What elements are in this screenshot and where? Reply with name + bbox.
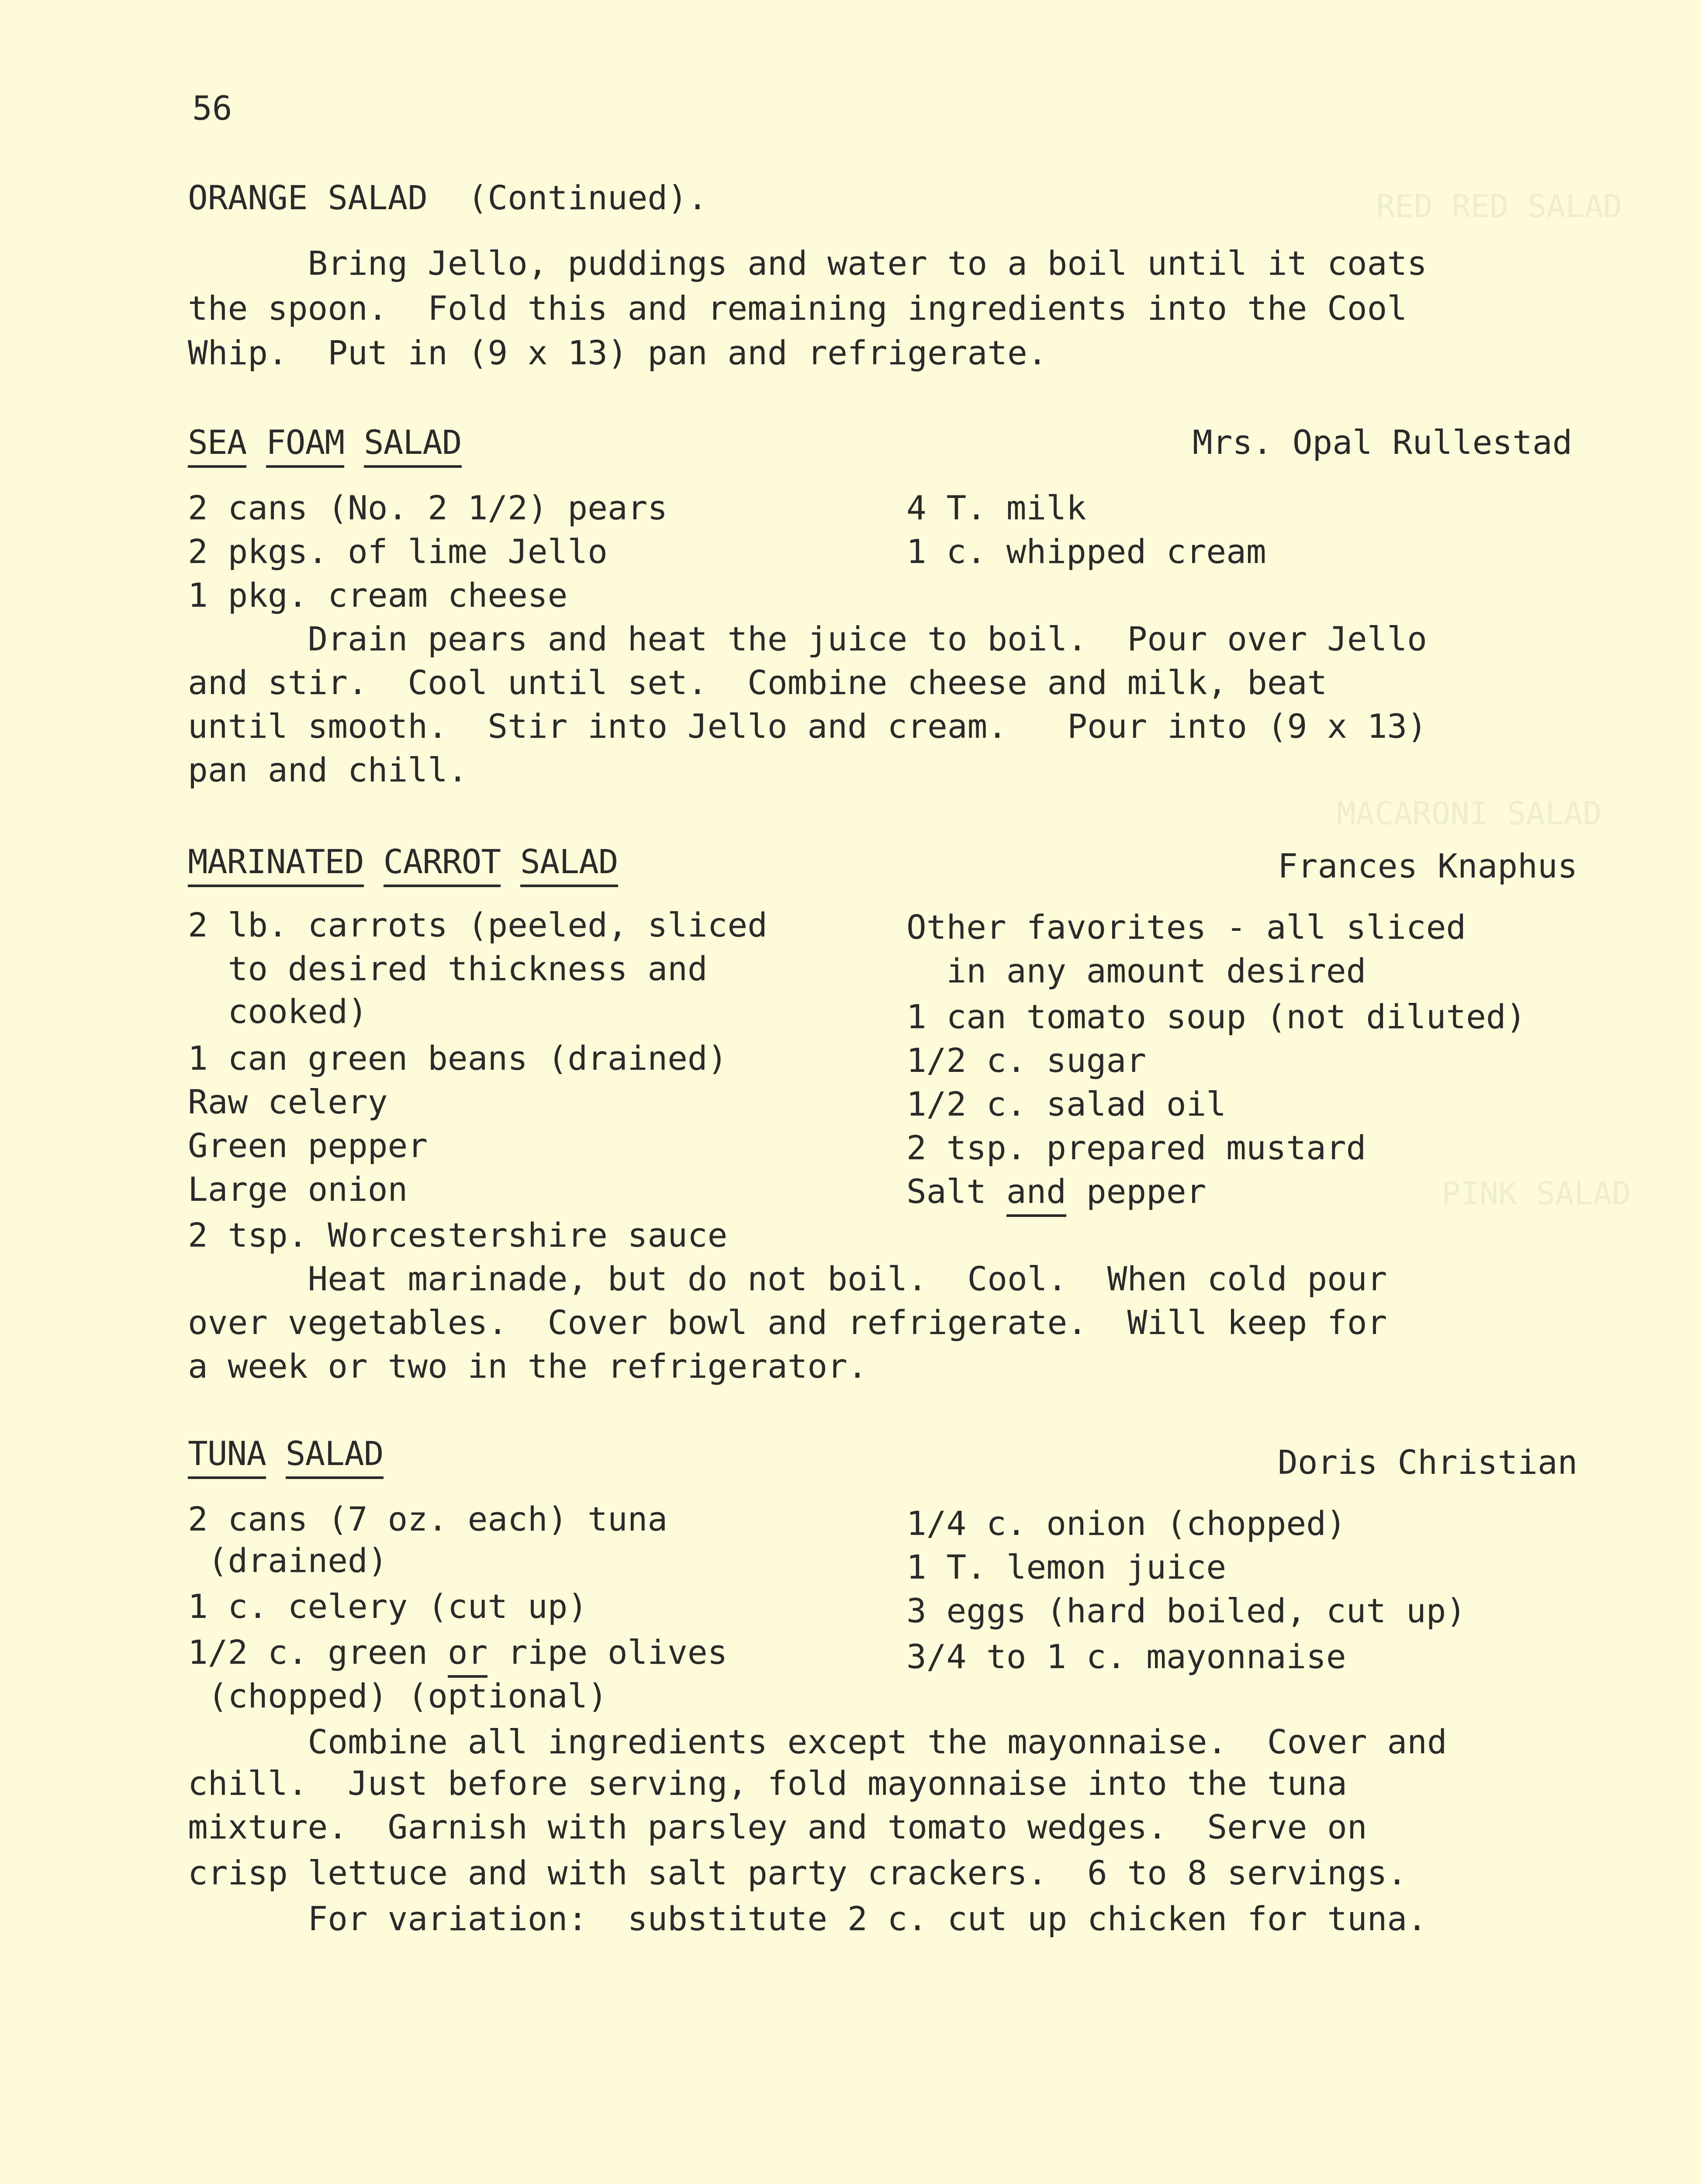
body-line: mixture. Garnish with parsley and tomato wedges. Serve on	[188, 1807, 1367, 1846]
bleed-through-text: MACARONI SALAD	[1337, 795, 1602, 832]
ingredient: 1 can tomato soup (not diluted)	[906, 997, 1526, 1036]
title-word: SALAD	[364, 423, 462, 468]
title-word: TUNA	[188, 1434, 266, 1479]
tuna-salad-title	[188, 1434, 384, 1473]
body-line: a week or two in the refrigerator.	[188, 1347, 868, 1386]
ingredient: Green pepper	[188, 1126, 428, 1165]
recipe-author: Mrs. Opal Rullestad	[1193, 423, 1573, 462]
body-line: For variation: substitute 2 c. cut up chicken for tuna.	[188, 1899, 1427, 1938]
body-line: until smooth. Stir into Jello and cream. Pour into (9 x 13)	[188, 707, 1427, 746]
title-word: MARINATED	[188, 842, 364, 887]
underlined-word: or	[448, 1633, 488, 1678]
recipe-author: Frances Knaphus	[1278, 847, 1578, 885]
ingredient: cooked)	[188, 992, 368, 1031]
ingredient: Other favorites - all sliced	[906, 908, 1466, 947]
ingredient: Large onion	[188, 1170, 408, 1209]
body-line: and stir. Cool until set. Combine cheese and milk, beat	[188, 663, 1328, 702]
heading-text: ORANGE SALAD	[188, 178, 428, 217]
body-line: crisp lettuce and with salt party crackers. 6 to 8 servings.	[188, 1853, 1407, 1892]
olives-text: 1/2 c. green	[188, 1633, 448, 1672]
ingredient: 2 cans (No. 2 1/2) pears	[188, 488, 668, 527]
title-word: SALAD	[286, 1434, 384, 1479]
ingredient: 2 tsp. prepared mustard	[906, 1128, 1366, 1167]
recipe-author: Doris Christian	[1278, 1443, 1578, 1482]
body-line: Heat marinade, but do not boil. Cool. When cold pour	[188, 1259, 1387, 1298]
ingredient: 1 pkg. cream cheese	[188, 576, 568, 615]
body-line: Drain pears and heat the juice to boil. Pour over Jello	[188, 619, 1427, 658]
ingredient: 3/4 to 1 c. mayonnaise	[906, 1637, 1346, 1676]
salt-text: Salt	[906, 1172, 1006, 1211]
sea-foam-salad-title	[188, 423, 462, 462]
title-word: SEA	[188, 423, 246, 468]
heading-suffix: (Continued).	[467, 178, 708, 217]
underlined-word: and	[1006, 1172, 1066, 1217]
ingredient: to desired thickness and	[188, 949, 708, 988]
ingredient: in any amount desired	[906, 951, 1366, 990]
ingredient: 1/4 c. onion (chopped)	[906, 1504, 1346, 1543]
ingredient: 1 c. whipped cream	[906, 532, 1266, 571]
ingredient: 2 tsp. Worcestershire sauce	[188, 1216, 728, 1254]
ingredient: (drained)	[188, 1541, 388, 1580]
olives-text-end: ripe olives	[487, 1633, 728, 1672]
ingredient: 1 can green beans (drained)	[188, 1039, 728, 1078]
bleed-through-text: RED RED SALAD	[1376, 188, 1622, 225]
ingredient: 1 c. celery (cut up)	[188, 1587, 588, 1626]
ingredient: 2 lb. carrots (peeled, sliced	[188, 905, 768, 944]
marinated-carrot-salad-title	[188, 842, 618, 881]
bleed-through-text: PINK SALAD	[1442, 1175, 1631, 1212]
body-line: pan and chill.	[188, 750, 468, 789]
ingredient: 2 pkgs. of lime Jello	[188, 532, 608, 571]
ingredient: 2 cans (7 oz. each) tuna	[188, 1500, 668, 1538]
orange-salad-heading	[188, 178, 708, 217]
body-line: Bring Jello, puddings and water to a boil until it coats	[188, 244, 1427, 283]
ingredient	[188, 1633, 728, 1672]
ingredient: 1/2 c. sugar	[906, 1041, 1147, 1080]
body-line: over vegetables. Cover bowl and refrigerate. Will keep for	[188, 1303, 1387, 1342]
title-word: SALAD	[520, 842, 618, 887]
ingredient: 4 T. milk	[906, 488, 1086, 527]
pepper-text: pepper	[1066, 1172, 1207, 1211]
title-word: FOAM	[266, 423, 344, 468]
ingredient	[906, 1172, 1207, 1211]
ingredient: 1/2 c. salad oil	[906, 1085, 1227, 1123]
ingredient: Raw celery	[188, 1082, 388, 1121]
body-line: the spoon. Fold this and remaining ingredients into the Cool	[188, 289, 1407, 328]
title-word: CARROT	[384, 842, 501, 887]
ingredient: (chopped) (optional)	[188, 1676, 608, 1715]
page-number: 56	[192, 89, 232, 128]
body-line: chill. Just before serving, fold mayonnaise into the tuna	[188, 1764, 1347, 1803]
ingredient: 1 T. lemon juice	[906, 1548, 1227, 1586]
body-line: Combine all ingredients except the mayonnaise. Cover and	[188, 1722, 1447, 1761]
body-line: Whip. Put in (9 x 13) pan and refrigerate.	[188, 333, 1048, 372]
ingredient: 3 eggs (hard boiled, cut up)	[906, 1591, 1466, 1630]
